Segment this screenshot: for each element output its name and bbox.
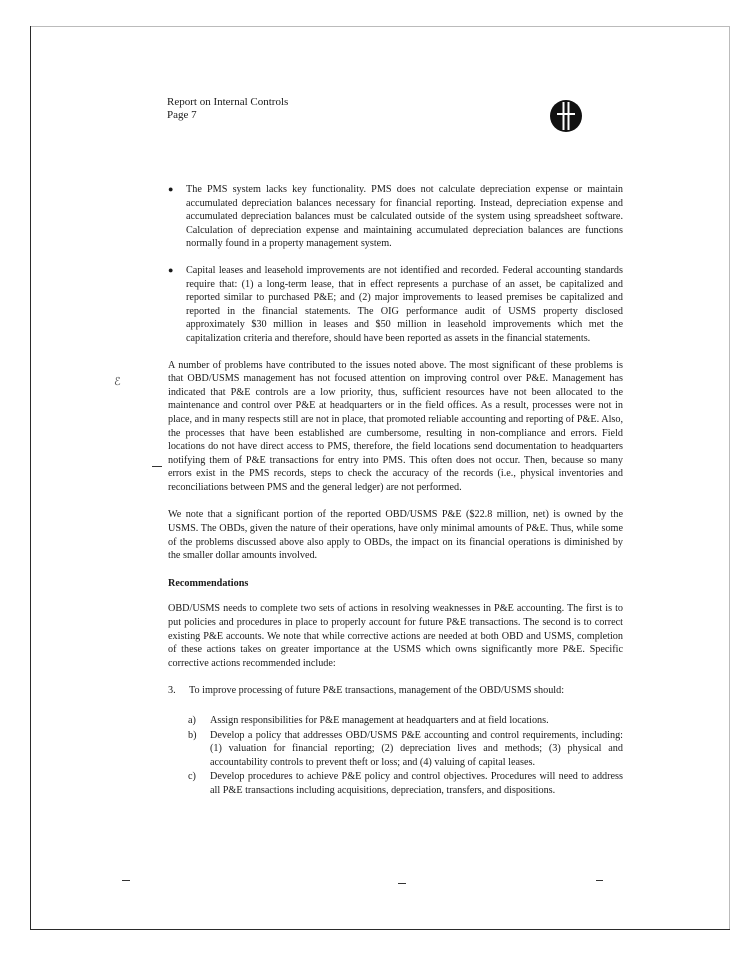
page-top-edge <box>31 26 730 27</box>
bullet-item <box>168 264 623 346</box>
sub-item-text: Develop a policy that addresses OBD/USMS P&E accounting and control requirements, including: (1) valuation for financial reporting; (2) depreciation lives and methods; (3) physical and accountability controls to prevent theft or loss; and (4) valuing of capital leases. <box>210 729 623 768</box>
scan-speck <box>398 883 406 884</box>
sub-item-letter: c) <box>188 771 196 783</box>
page-number: Page 7 <box>167 109 197 121</box>
bullet-item <box>168 183 623 251</box>
bullet-icon: ● <box>168 184 174 194</box>
sub-item <box>168 714 623 728</box>
page-header <box>167 96 288 122</box>
item-text: To improve processing of future P&E transactions, management of the OBD/USMS should: <box>189 685 565 697</box>
body-paragraph: We note that a significant portion of the reported OBD/USMS P&E ($22.8 million, net) is owned by the USMS. The OBDs, given the nature of their operations, have only minimal amounts of P&E. Thus, while some of the problems discussed above also apply to OBDs, the impact on its financial operations is diminished by the smaller dollar amounts involved. <box>168 509 623 562</box>
bullet-icon: ● <box>168 264 174 275</box>
bullet-text: The PMS system lacks key functionality. PMS does not calculate depreciation expense or maintain accumulated depreciation balances necessary for financial reporting. Instead, depreciation expense and accumulated depreciation balances must be calculated outside of the system using spreadsheet software. Calculation of depreciation expense and maintaining accumulated depreciation balances are functions normally found in a property management system. <box>186 184 623 250</box>
numbered-item <box>168 684 623 698</box>
recommendations-heading: Recommendations <box>168 577 249 589</box>
sub-item <box>168 770 623 797</box>
document-body <box>168 183 623 799</box>
agency-seal-icon <box>549 99 583 133</box>
item-number: 3. <box>168 685 176 697</box>
margin-mark: ℰ <box>114 376 121 388</box>
sub-item-letter: b) <box>188 729 197 741</box>
sub-item-text: Assign responsibilities for P&E management at headquarters and at field locations. <box>210 715 549 726</box>
sub-item <box>168 729 623 770</box>
scan-speck <box>596 880 603 881</box>
scan-speck <box>122 880 130 881</box>
recommendations-intro: OBD/USMS needs to complete two sets of actions in resolving weaknesses in P&E accounting. The first is to put policies and procedures in place to properly account for future P&E transactions. The second is to correct existing P&E accounts. We note that while corrective actions are needed at both OBD and USMS, completion of these actions takes on greater importance at the USMS which owns significantly more P&E. Specific corrective actions recommended include: <box>168 603 623 669</box>
body-paragraph: A number of problems have contributed to the issues noted above. The most significant of these problems is that OBD/USMS management has not focused attention on improving control over P&E. Management has indicated that P&E controls are a low priority, thus, sufficient resources have not been allocated to the maintenance and control over P&E at headquarters or in the field offices. As a result, processes were not in place, and in many respects still are not in place, that promoted reliable accounting and reporting of P&E. Also, the processes that have been established are cumbersome, resulting in non-compliance and errors. Field locations do not have direct access to PMS, therefore, the field locations send documentation to headquarters notifying them of P&E transactions for entry into PMS. This often does not occur. Then, because so many errors exist in the PMS records, steps to check the accuracy of the records (i.e., physical inventories and reconciliations between PMS and the general ledger) are not performed. <box>168 359 623 493</box>
report-title: Report on Internal Controls <box>167 96 289 108</box>
margin-dash <box>152 466 162 467</box>
page-right-edge <box>729 26 730 929</box>
bullet-text: Capital leases and leasehold improvements are not identified and recorded. Federal accounting standards require that: (1) a long-term lease, that in effect represents a purchase of an asset, be capitalized and reported similar to purchased P&E; and (2) major improvements to leased premises be capitalized and reported in the financial statements. The OIG performance audit of USMS property disclosed approximately $30 million in leases and $50 million in leasehold improvements which met the capitalization criteria and therefore, should have been reported as assets in the financial statements. <box>186 264 623 344</box>
sub-item-text: Develop procedures to achieve P&E policy and control objectives. Procedures will need to address all P&E transactions including acquisitions, depreciation, transfers, and dispositions. <box>210 771 623 796</box>
sub-item-letter: a) <box>188 715 196 726</box>
